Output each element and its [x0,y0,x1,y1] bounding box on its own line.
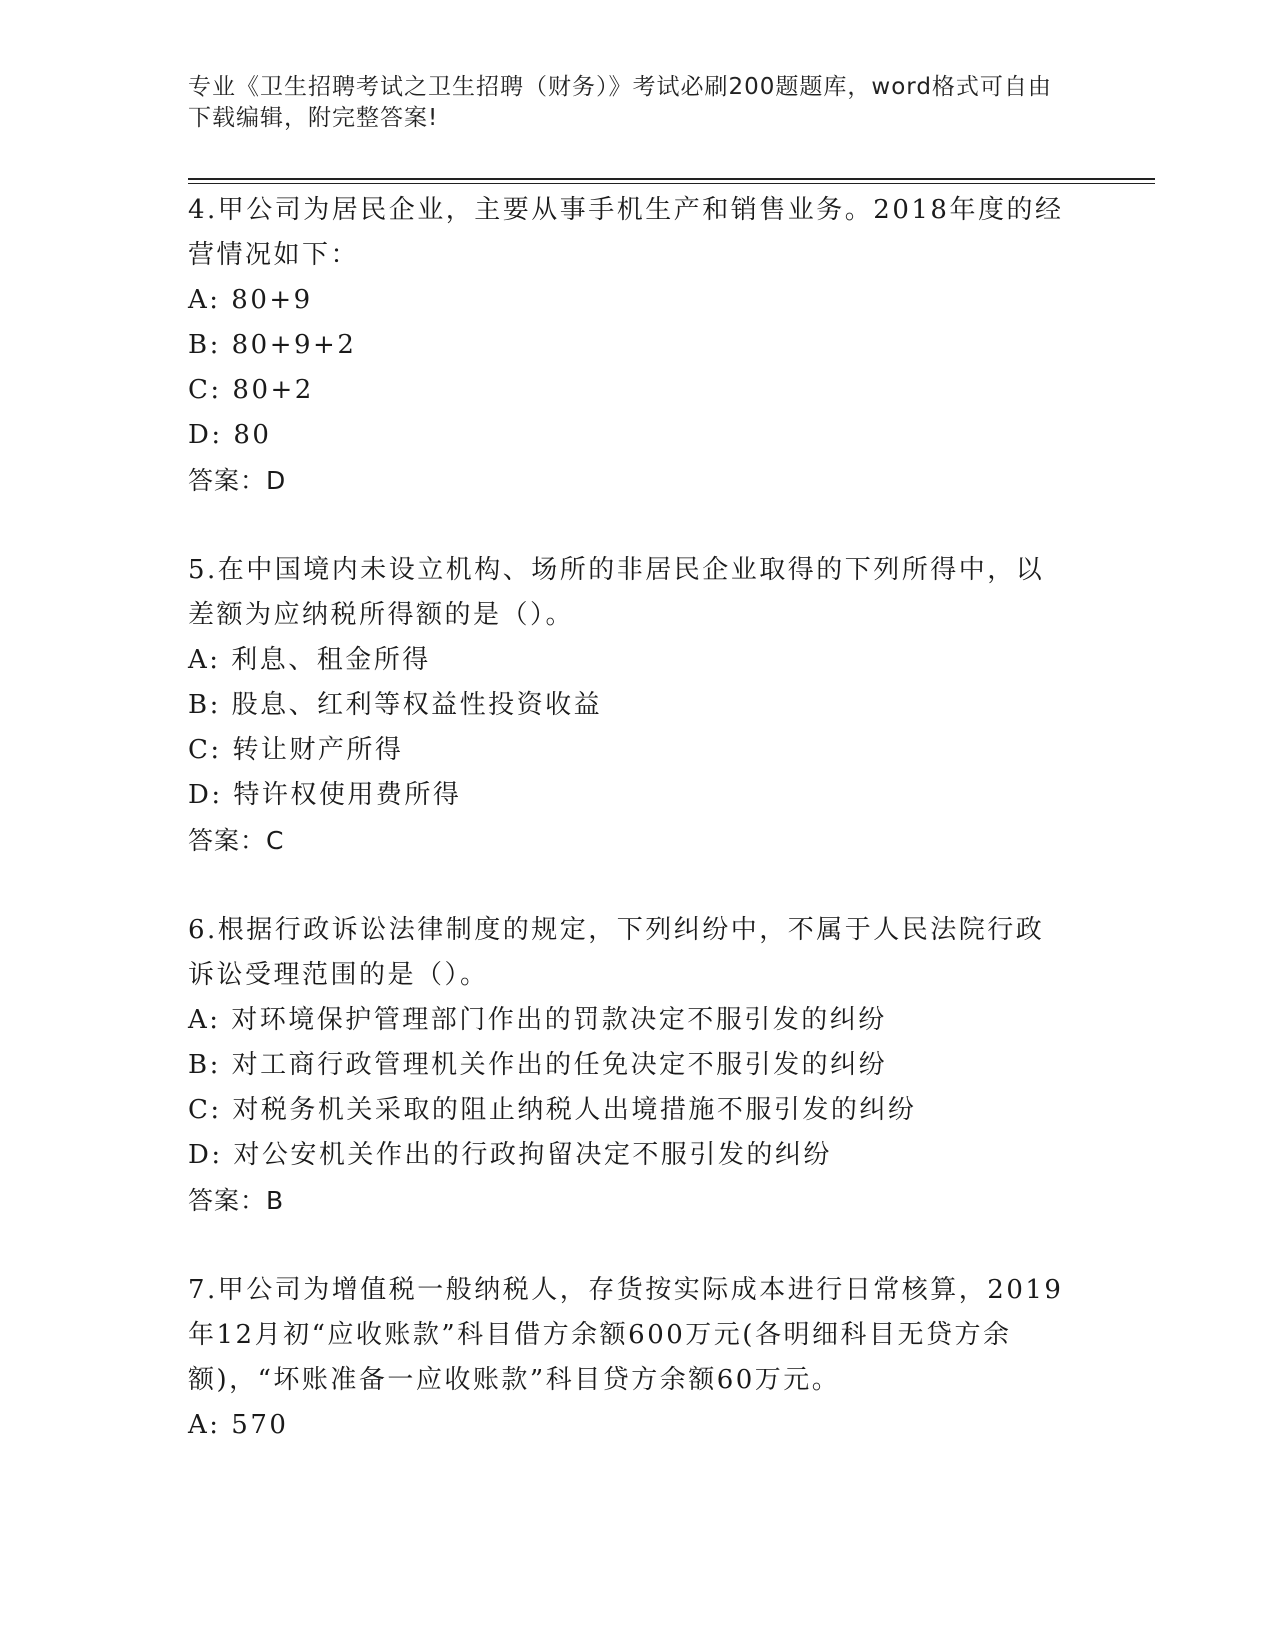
option-a: A: 对环境保护管理部门作出的罚款决定不服引发的纠纷 [188,1005,887,1035]
option-d: D: 特许权使用费所得 [188,780,462,810]
option-b: B: 80+9+2 [188,330,357,360]
option-b: B: 对工商行政管理机关作出的任免决定不服引发的纠纷 [188,1050,888,1080]
option-a: A: 80+9 [188,285,313,315]
question-stem: 6.根据行政诉讼法律制度的规定，下列纠纷中，不属于人民法院行政诉讼受理范围的是（）。 [188,915,1045,990]
question-5 [188,548,1068,863]
question-spacer [188,1223,1068,1268]
question-spacer [188,863,1068,908]
header-divider [188,178,1155,180]
option-b: B: 股息、红利等权益性投资收益 [188,690,603,720]
header-divider-thin [188,183,1155,184]
answer-line: 答案：D [188,466,287,495]
option-c: C: 80+2 [188,375,314,405]
question-stem: 5.在中国境内未设立机构、场所的非居民企业取得的下列所得中，以差额为应纳税所得额的是（）。 [188,555,1045,630]
question-7 [188,1268,1068,1448]
question-6 [188,908,1068,1223]
answer-line: 答案：C [188,826,285,855]
option-d: D: 80 [188,420,272,450]
option-a: A: 利息、租金所得 [188,645,431,675]
option-a: A: 570 [188,1410,289,1440]
document-header: 专业《卫生招聘考试之卫生招聘（财务）》考试必刷200题题库，word格式可自由下载编辑，附完整答案! [188,74,1052,131]
question-list [188,188,1068,1448]
option-c: C: 对税务机关采取的阻止纳税人出境措施不服引发的纠纷 [188,1095,917,1125]
question-stem: 7.甲公司为增值税一般纳税人，存货按实际成本进行日常核算，2019年12月初“应收账款”科目借方余额600万元(各明细科目无贷方余额)，“坏账准备一应收账款”科目贷方余额60万元。 [188,1275,1064,1395]
option-d: D: 对公安机关作出的行政拘留决定不服引发的纠纷 [188,1140,832,1170]
question-stem: 4.甲公司为居民企业，主要从事手机生产和销售业务。2018年度的经营情况如下： [188,195,1064,270]
question-spacer [188,503,1068,548]
option-c: C: 转让财产所得 [188,735,404,765]
answer-line: 答案：B [188,1186,285,1215]
question-4 [188,188,1068,503]
